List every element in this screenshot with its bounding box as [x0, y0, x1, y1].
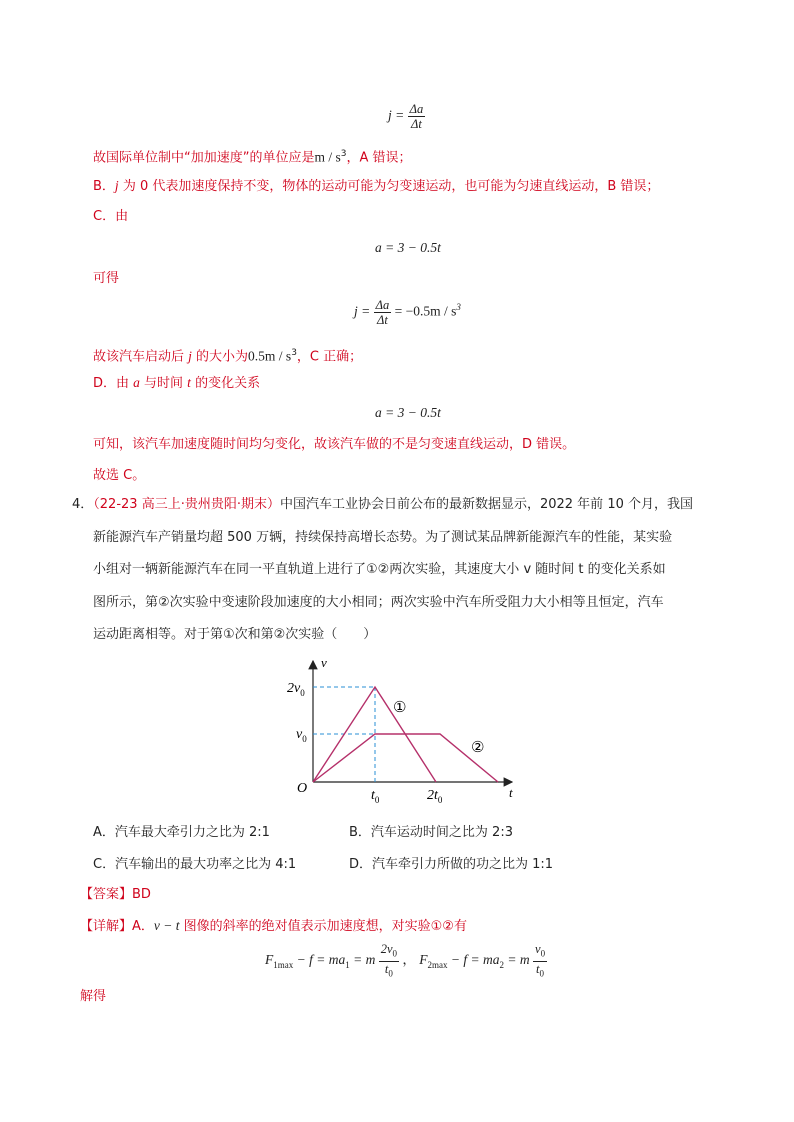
text-option-c-label: C．由 — [93, 209, 129, 224]
question-4-line-3: 小组对一辆新能源汽车在同一平直轨道上进行了①②两次实验，其速度大小 v 随时间 t 的变化关系如 — [93, 562, 666, 577]
option-d[interactable]: D．汽车牵引力所做的功之比为 1:1 — [349, 857, 554, 872]
equation-forces: $F_{1max} - f = ma_1 = m$ $\frac{2v_0}{t_0}$ ， $F_{2max} - f = ma_2 = m$ $\frac{v_0}{t_0}$ — [265, 942, 546, 978]
text-unit-line: 故国际单位制中“加加速度”的单位应是m / $s^3$，A 错误； — [93, 149, 412, 166]
x-label-t0: $t_0$ — [371, 788, 380, 805]
y-label-2v0: $2v_0$ — [287, 681, 305, 698]
option-c[interactable]: C．汽车输出的最大功率之比为 4:1 — [93, 857, 297, 872]
text-option-d-conclusion: 可知，该汽车加速度随时间均匀变化，故该汽车做的不是匀变速直线运动，D 错误。 — [93, 437, 576, 452]
x-label-2t0: $2t_0$ — [427, 788, 443, 805]
text-option-c-conclusion: 故该汽车启动后 j 的大小为$0.5m / s^3$，C 正确； — [93, 348, 363, 365]
curve-label-1: ① — [393, 698, 407, 716]
curve-label-2: ② — [471, 738, 485, 756]
y-label-v0: $v_0$ — [296, 727, 307, 744]
answer-label: 【答案】BD — [80, 887, 151, 902]
option-b[interactable]: B．汽车运动时间之比为 2:3 — [349, 825, 513, 840]
question-4-line-2: 新能源汽车产销量均超 500 万辆，持续保持高增长态势。为了测试某品牌新能源汽车的性能，某实验 — [93, 530, 673, 545]
text-jiede: 解得 — [80, 989, 107, 1004]
origin-label: O — [297, 781, 308, 796]
text-option-d-label: D．由 a 与时间 t 的变化关系 — [93, 375, 261, 391]
equation-jerk-value: j = $\frac{\Delta a}{\Delta t}$ = $-0.5m / s^3$ — [354, 298, 461, 327]
detail-line: 【详解】A．v − t 图像的斜率的绝对值表示加速度想，对实验①②有 — [80, 918, 467, 934]
text-choose-c: 故选 C。 — [93, 468, 146, 483]
equation-acceleration: a = 3 − 0.5t — [375, 240, 441, 255]
t-axis-label: t — [509, 785, 513, 800]
question-4-line-4: 图所示，第②次实验中变速阶段加速度的大小相同；两次实验中汽车所受阻力大小相等且恒定，汽车 — [93, 595, 664, 610]
eq-numerator: Δa — [409, 102, 424, 116]
question-4-line-5: 运动距离相等。对于第①次和第②次实验（ ） — [93, 627, 377, 642]
text-option-b-explanation: B．j 为 0 代表加速度保持不变，物体的运动可能为匀变速运动，也可能为匀速直线运动，B 错误； — [93, 178, 660, 194]
velocity-time-graph — [280, 655, 525, 805]
text-kede: 可得 — [93, 271, 120, 286]
equation-jerk-definition — [388, 102, 425, 131]
question-4-line-1: 4．（22-23 高三上·贵州贵阳·期末）中国汽车工业协会日前公布的最新数据显示，2022 年前 10 个月，我国 — [72, 497, 693, 512]
equation-acceleration-2: a = 3 − 0.5t — [375, 405, 441, 420]
eq-denominator: Δt — [411, 117, 422, 131]
eq-lhs: j = — [388, 107, 405, 123]
option-a[interactable]: A．汽车最大牵引力之比为 2:1 — [93, 825, 270, 840]
v-axis-label: v — [321, 655, 327, 670]
